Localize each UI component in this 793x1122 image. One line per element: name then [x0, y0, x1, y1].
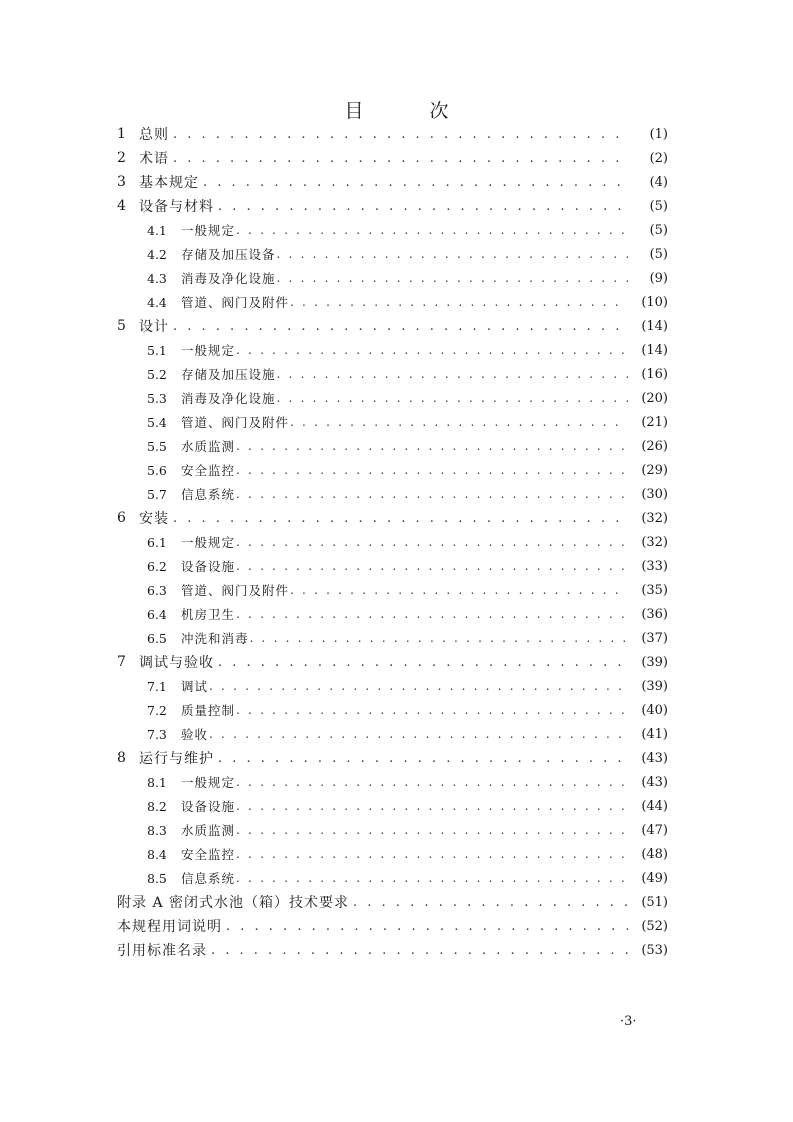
toc-entry-label: 验收 — [181, 727, 209, 742]
toc-entry-page: (39) — [641, 678, 668, 694]
toc-entry-page: (40) — [641, 702, 668, 718]
toc-dot-leader — [236, 871, 628, 885]
toc-entry-label: 安全监控 — [181, 463, 236, 478]
toc-dot-leader — [203, 175, 628, 190]
toc-entry[interactable] — [117, 218, 668, 242]
toc-dot-leader — [218, 751, 628, 766]
toc-entry-number: 6 — [117, 510, 126, 526]
toc-entry-label: 调试 — [181, 679, 209, 694]
toc-entry[interactable] — [117, 410, 668, 434]
toc-entry[interactable] — [117, 722, 668, 746]
toc-entry-label: 一般规定 — [181, 223, 236, 238]
toc-entry[interactable] — [117, 362, 668, 386]
toc-entry-page: (1) — [649, 126, 668, 142]
toc-entry-number: 5.3 — [147, 390, 167, 406]
toc-entry-page: (4) — [649, 174, 668, 190]
toc-entry-number: 3 — [117, 174, 126, 190]
toc-entry-number: 8.5 — [147, 870, 167, 886]
toc-entry-number: 6.1 — [147, 534, 167, 550]
toc-entry[interactable] — [117, 602, 668, 626]
toc-entry-label: 附录 A 密闭式水池（箱）技术要求 — [117, 895, 350, 911]
toc-entry-page: (43) — [641, 750, 668, 766]
toc-entry-page: (16) — [641, 366, 668, 382]
toc-entry[interactable] — [117, 650, 668, 674]
toc-entry-label: 基本规定 — [139, 175, 199, 191]
toc-entry-page: (10) — [641, 294, 668, 310]
toc-dot-leader — [173, 151, 628, 166]
toc-entry[interactable] — [117, 554, 668, 578]
toc-entry-label: 冲洗和消毒 — [181, 631, 249, 646]
toc-entry-page: (26) — [641, 438, 668, 454]
toc-entry-label: 设备设施 — [181, 559, 236, 574]
toc-dot-leader — [277, 247, 628, 261]
toc-dot-leader — [236, 463, 628, 477]
toc-entry-label: 术语 — [139, 151, 169, 167]
toc-entry-label: 一般规定 — [181, 535, 236, 550]
toc-entry-label: 水质监测 — [181, 823, 236, 838]
toc-entry[interactable] — [117, 914, 668, 938]
toc-entry-number: 4.3 — [147, 270, 167, 286]
toc-entry[interactable] — [117, 674, 668, 698]
toc-entry[interactable] — [117, 458, 668, 482]
toc-entry[interactable] — [117, 794, 668, 818]
toc-entry-number: 8.4 — [147, 846, 167, 862]
toc-entry-label: 消毒及净化设施 — [181, 391, 276, 406]
toc-entry[interactable] — [117, 770, 668, 794]
toc-entry[interactable] — [117, 842, 668, 866]
toc-dot-leader — [236, 823, 628, 837]
toc-entry[interactable] — [117, 626, 668, 650]
toc-entry-number: 1 — [117, 126, 126, 142]
toc-entry-label: 信息系统 — [181, 487, 236, 502]
toc-dot-leader — [236, 559, 628, 573]
toc-entry-label: 管道、阀门及附件 — [181, 415, 290, 430]
toc-dot-leader — [353, 895, 628, 910]
toc-dot-leader — [277, 391, 628, 405]
toc-entry-label: 管道、阀门及附件 — [181, 583, 290, 598]
toc-entry-number: 4.2 — [147, 246, 167, 262]
toc-dot-leader — [218, 199, 628, 214]
toc-entry-label: 存储及加压设施 — [181, 367, 276, 382]
toc-entry[interactable] — [117, 194, 668, 218]
toc-entry-page: (21) — [641, 414, 668, 430]
toc-entry-label: 引用标准名录 — [117, 943, 207, 959]
toc-entry[interactable] — [117, 938, 668, 962]
toc-entry-number: 7.3 — [147, 726, 167, 742]
toc-entry-number: 5.6 — [147, 462, 167, 478]
toc-dot-leader — [218, 655, 628, 670]
toc-entry-page: (52) — [641, 918, 668, 934]
toc-entry-number: 5.1 — [147, 342, 167, 358]
toc-entry-number: 4 — [117, 198, 126, 214]
toc-entry[interactable] — [117, 146, 668, 170]
toc-entry-page: (29) — [641, 462, 668, 478]
toc-entry[interactable] — [117, 338, 668, 362]
toc-dot-leader — [211, 943, 628, 958]
toc-dot-leader — [236, 847, 628, 861]
toc-entry-label: 安全监控 — [181, 847, 236, 862]
toc-entry-label: 一般规定 — [181, 775, 236, 790]
toc-entry-label: 总则 — [139, 127, 169, 143]
toc-entry[interactable] — [117, 386, 668, 410]
toc-dot-leader — [236, 223, 628, 237]
toc-dot-leader — [173, 127, 628, 142]
toc-entry-page: (5) — [649, 222, 668, 238]
toc-dot-leader — [236, 487, 628, 501]
toc-dot-leader — [250, 631, 628, 645]
toc-dot-leader — [236, 343, 628, 357]
toc-entry-page: (14) — [641, 342, 668, 358]
toc-entry-page: (35) — [641, 582, 668, 598]
toc-entry[interactable] — [117, 482, 668, 506]
toc-entry[interactable] — [117, 578, 668, 602]
toc-dot-leader — [209, 679, 628, 693]
toc-entry-page: (37) — [641, 630, 668, 646]
toc-dot-leader — [236, 607, 628, 621]
toc-dot-leader — [290, 295, 628, 309]
toc-entry-number: 8 — [117, 750, 126, 766]
toc-entry[interactable] — [117, 242, 668, 266]
toc-entry-label: 质量控制 — [181, 703, 236, 718]
toc-entry-number: 8.1 — [147, 774, 167, 790]
toc-dot-leader — [290, 583, 628, 597]
toc-entry-page: (47) — [641, 822, 668, 838]
toc-entry-page: (41) — [641, 726, 668, 742]
toc-entry-page: (5) — [649, 198, 668, 214]
toc-entry-page: (2) — [649, 150, 668, 166]
toc-entry-number: 7 — [117, 654, 126, 670]
toc-entry[interactable] — [117, 890, 668, 914]
toc-entry-page: (36) — [641, 606, 668, 622]
toc-entry-page: (30) — [641, 486, 668, 502]
toc-entry-number: 2 — [117, 150, 126, 166]
toc-dot-leader — [226, 919, 628, 934]
page-title: 目 次 — [344, 100, 479, 122]
toc-entry[interactable] — [117, 314, 668, 338]
toc-entry-page: (32) — [641, 534, 668, 550]
toc-entry-number: 5.2 — [147, 366, 167, 382]
toc-entry-number: 5.5 — [147, 438, 167, 454]
toc-entry[interactable] — [117, 866, 668, 890]
toc-entry-page: (9) — [649, 270, 668, 286]
toc-entry-page: (49) — [641, 870, 668, 886]
toc-entry-number: 8.2 — [147, 798, 167, 814]
toc-entry-label: 调试与验收 — [139, 655, 214, 671]
toc-entry-label: 信息系统 — [181, 871, 236, 886]
toc-dot-leader — [290, 415, 628, 429]
toc-entry-label: 消毒及净化设施 — [181, 271, 276, 286]
toc-dot-leader — [236, 775, 628, 789]
toc-dot-leader — [236, 703, 628, 717]
toc-entry-label: 水质监测 — [181, 439, 236, 454]
toc-entry-number: 6.4 — [147, 606, 167, 622]
toc-entry[interactable] — [117, 290, 668, 314]
toc-dot-leader — [277, 271, 628, 285]
toc-entry-label: 机房卫生 — [181, 607, 236, 622]
toc-entry-number: 7.1 — [147, 678, 167, 694]
toc-entry-label: 设备与材料 — [139, 199, 214, 215]
toc-entry[interactable] — [117, 506, 668, 530]
toc-entry-page: (5) — [649, 246, 668, 262]
toc-entry-page: (48) — [641, 846, 668, 862]
toc-entry[interactable] — [117, 818, 668, 842]
toc-entry-number: 6.3 — [147, 582, 167, 598]
toc-entry-page: (44) — [641, 798, 668, 814]
toc-entry-page: (14) — [641, 318, 668, 334]
toc-entry[interactable] — [117, 530, 668, 554]
toc-entry-number: 5.4 — [147, 414, 167, 430]
toc-entry-label: 设计 — [139, 319, 169, 335]
toc-entry[interactable] — [117, 698, 668, 722]
toc-entry-label: 本规程用词说明 — [117, 919, 222, 935]
toc-entry[interactable] — [117, 434, 668, 458]
toc-entry[interactable] — [117, 170, 668, 194]
toc-entry-number: 7.2 — [147, 702, 167, 718]
toc-entry-number: 4.4 — [147, 294, 167, 310]
toc-entry-page: (53) — [641, 942, 668, 958]
toc-dot-leader — [236, 439, 628, 453]
toc-entry-number: 5.7 — [147, 486, 167, 502]
toc-entry-page: (51) — [641, 894, 668, 910]
toc-entry-page: (43) — [641, 774, 668, 790]
toc-dot-leader — [236, 799, 628, 813]
toc-entry-page: (39) — [641, 654, 668, 670]
toc-dot-leader — [236, 535, 628, 549]
toc-entry-number: 4.1 — [147, 222, 167, 238]
toc-entry-number: 5 — [117, 318, 126, 334]
toc-entry-page: (33) — [641, 558, 668, 574]
toc-entry[interactable] — [117, 746, 668, 770]
toc-entry-label: 存储及加压设备 — [181, 247, 276, 262]
toc-entry-number: 8.3 — [147, 822, 167, 838]
toc-entry-number: 6.5 — [147, 630, 167, 646]
table-of-contents — [117, 122, 668, 962]
toc-entry-label: 管道、阀门及附件 — [181, 295, 290, 310]
toc-dot-leader — [209, 727, 628, 741]
toc-entry-label: 安装 — [139, 511, 169, 527]
page-number: ·3· — [620, 1014, 637, 1029]
toc-entry-label: 一般规定 — [181, 343, 236, 358]
toc-entry-label: 设备设施 — [181, 799, 236, 814]
toc-dot-leader — [173, 319, 628, 334]
toc-entry-page: (20) — [641, 390, 668, 406]
toc-entry-label: 运行与维护 — [139, 751, 214, 767]
toc-entry[interactable] — [117, 122, 668, 146]
toc-dot-leader — [277, 367, 628, 381]
toc-entry-number: 6.2 — [147, 558, 167, 574]
toc-dot-leader — [173, 511, 628, 526]
toc-entry-page: (32) — [641, 510, 668, 526]
toc-entry[interactable] — [117, 266, 668, 290]
